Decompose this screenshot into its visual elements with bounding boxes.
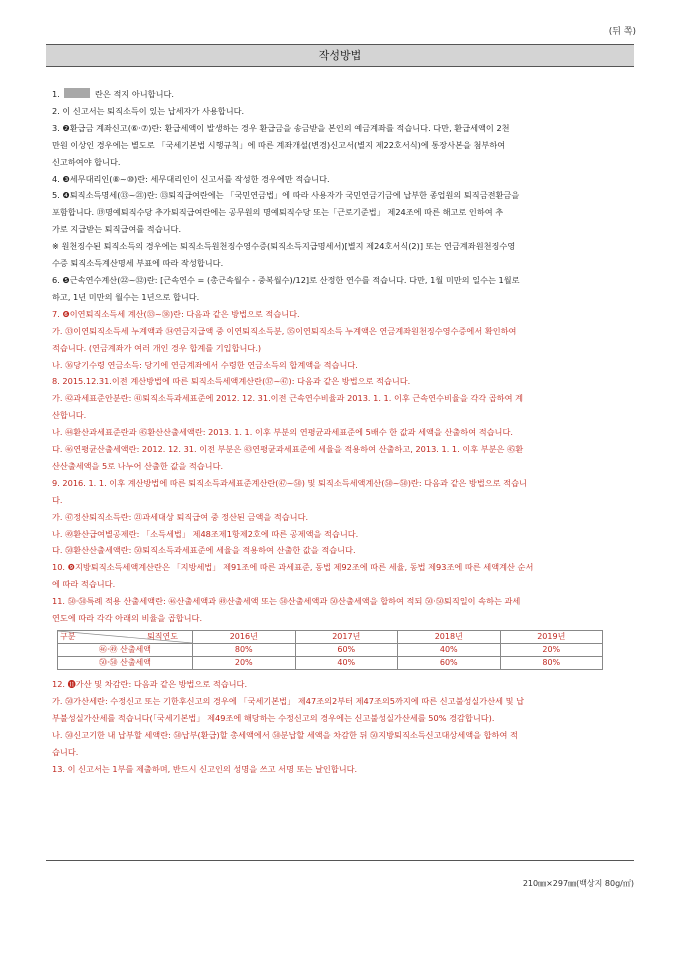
rate-cell: 40% [295,657,398,670]
instruction-line: 가. ㊼정산퇴직소득란: ㉑과세대상 퇴직급여 중 정산된 금액을 적습니다. [52,511,309,522]
instruction-line: 11. ㊿·㊿특례 적용 산출세액란: ㊻산출세액과 ㊾산출세액 또는 ㊿산출세액과 ㊿산출세액을 합하여 적되 ㊿·㊿퇴직일이 속하는 과세 [52,596,521,607]
instruction-line: 수증 퇴직소득계산명세 부표에 따라 작성합니다. [52,258,224,269]
rate-cell: 40% [398,644,501,657]
instruction-line: 다. ㊻연평균산출세액란: 2012. 12. 31. 이전 부분은 ㊸연평균과세표준에 세율을 적용하여 산출하고, 2013. 1. 1. 이후 부분은 ㊺환 [52,444,524,455]
rate-cell: 80% [193,644,296,657]
rate-cell: 20% [500,644,603,657]
instruction-line: 연도에 따라 각각 아래의 비율을 곱합니다. [52,613,203,624]
instruction-list-top [52,86,628,627]
year-header: 2019년 [500,631,603,644]
instruction-line: 6. ❺근속연수계산(㉒~㉜)란: [근속연수 = (총근속월수 - 중복월수)/12]로 산정한 연수를 적습니다. 다만, 1월 미만의 일수는 1월로 [52,274,520,285]
page-side-label: (뒤 쪽) [608,27,636,37]
instruction-line: 만원 이상인 경우에는 별도로 「국세기본법 시행규칙」에 따른 계좌개설(변경)신고서(별지 제22호서식)에 통장사본을 첨부하여 [52,139,506,150]
rate-cell: 20% [193,657,296,670]
instruction-line: 13. 이 신고서는 1부를 제출하며, 반드시 신고인의 성명을 쓰고 서명 또는 날인합니다. [52,763,358,774]
rate-table-corner [58,631,193,644]
redacted-field-label [64,88,90,98]
instruction-line: 부불성실가산세를 적습니다(「국세기본법」 제49조에 해당하는 수정신고의 경우에는 신고불성실가산세를 50% 경감합니다). [52,712,495,723]
instruction-line: 가. ㊷과세표준안분란: ㊶퇴직소득과세표준에 2012. 12. 31.이전 근속연수비율과 2013. 1. 1. 이후 근속연수비율을 각각 곱하여 계 [52,393,523,404]
instruction-line: 하고, 1년 미만의 월수는 1년으로 합니다. [52,291,200,302]
instruction-line: 5. ❹퇴직소득명세(⑬~㉑)란: ⑬퇴직급여란에는 「국민연금법」에 따라 사용자가 국민연금기금에 납부한 종업원의 퇴직금전환금을 [52,190,520,201]
year-header: 2018년 [398,631,501,644]
instructions-body [52,86,628,777]
page-title: 작성방법 [46,44,634,67]
instruction-line: 10. ❾지방퇴직소득세액계산란은 「지방세법」 제91조에 따른 과세표준, 동법 제92조에 따른 세율, 동법 제93조에 따른 세액계산 순서 [52,562,534,573]
instruction-line: 12. ⓫가산 및 차감란: 다음과 같은 방법으로 적습니다. [52,679,248,689]
instruction-line [52,86,628,103]
rate-table-header [58,631,603,644]
year-header: 2017년 [295,631,398,644]
instruction-line: 나. ㊿신고기한 내 납부할 세액란: ㊿납부(환급)할 총세액에서 ㊿분납할 세액을 차감한 뒤 ㊿지방퇴직소득신고대상세액을 합하여 적 [52,729,518,740]
row-label: ㊿·㊿ 산출세액 [58,657,193,670]
instruction-line: 습니다. [52,746,79,757]
instruction-line: 에 따라 적습니다. [52,579,116,590]
row-label: ㊻·㊾ 산출세액 [58,644,193,657]
instruction-list-bottom [52,676,628,777]
instruction-text: 1. [52,89,63,99]
corner-label-year: 퇴직연도 [147,632,178,641]
instruction-line: 2. 이 신고서는 퇴직소득이 있는 납세자가 사용합니다. [52,105,245,116]
instruction-line: 나. ㊱당기수령 연금소득: 당기에 연금계좌에서 수령한 연금소득의 합계액을 적습니다. [52,359,358,370]
instruction-line: 산합니다. [52,410,87,421]
instruction-text: 란은 적지 아니합니다. [92,89,175,99]
instruction-line: 나. ㊾환산급여별공제란: 「소득세법」 제48조제1항제2호에 따른 공제액을 적습니다. [52,528,359,539]
instruction-line: 4. ❸세무대리인(⑧~⑩)란: 세무대리인이 신고서를 작성한 경우에만 적습니다. [52,173,330,184]
instruction-line: 7. ❻이연퇴직소득세 계산(㉝~㊳)란: 다음과 같은 방법으로 적습니다. [52,308,300,319]
table-row [58,657,603,670]
instruction-line: 8. 2015.12.31.이전 계산방법에 따른 퇴직소득세액계산란(㊲~㊼): 다음과 같은 방법으로 적습니다. [52,376,411,387]
instruction-line: 산산출세액을 5로 나누어 산출한 값을 적습니다. [52,460,224,471]
instruction-line: 가. ㉝이연퇴직소득세 누계액과 ㉞연금지급액 중 이연퇴직소득분, ㉟이연퇴직소득 누계액은 연금계좌원천징수영수증에서 확인하여 [52,325,517,336]
table-row [58,644,603,657]
year-header: 2016년 [193,631,296,644]
paper-spec: 210㎜×297㎜(백상지 80g/㎡) [522,879,634,888]
rate-cell: 80% [500,657,603,670]
instruction-line: 신고하여야 합니다. [52,156,121,167]
bottom-divider [46,860,634,861]
corner-label-category: 구분 [60,632,76,641]
instruction-line: 적습니다. (연금계좌가 여러 개인 경우 합계를 기입합니다.) [52,342,262,353]
instruction-line: 가로 지급받는 퇴직급여를 적습니다. [52,224,182,235]
rate-table [57,630,603,670]
instruction-line: 다. [52,494,63,505]
instruction-line: 다. ㊿환산산출세액란: ㊿퇴직소득과세표준에 세율을 적용하여 산출한 값을 적습니다. [52,545,356,556]
instruction-line: 가. ㊿가산세란: 수정신고 또는 기한후신고의 경우에 「국세기본법」 제47조의2부터 제47조의5까지에 따른 신고불성실가산세 및 납 [52,695,525,706]
instruction-line: ※ 원천징수된 퇴직소득의 경우에는 퇴직소득원천징수영수증(퇴직소득지급명세서)[별지 제24호서식(2)] 또는 연금계좌원천징수영 [52,241,516,252]
instruction-line: 나. ㊹환산과세표준란과 ㊺환산산출세액란: 2013. 1. 1. 이후 부분의 연평균과세표준에 5배수 한 값과 세액을 산출하여 적습니다. [52,427,513,438]
instruction-line: 3. ❷환급금 계좌신고(⑥·⑦)란: 환급세액이 발생하는 경우 환급금을 송금받을 본인의 예금계좌를 적습니다. 다만, 환급세액이 2천 [52,122,510,133]
instruction-line: 포함합니다. ⑲명예퇴직수당 추가퇴직급여란에는 공무원의 명예퇴직수당 또는「근로기준법」 제24조에 따른 해고로 인하여 추 [52,207,504,218]
rate-cell: 60% [398,657,501,670]
rate-cell: 60% [295,644,398,657]
instruction-line: 9. 2016. 1. 1. 이후 계산방법에 따른 퇴직소득과세표준계산란(㊼~㊿) 및 퇴직소득세액계산(㊿~㊿)란: 다음과 같은 방법으로 적습니 [52,477,527,488]
